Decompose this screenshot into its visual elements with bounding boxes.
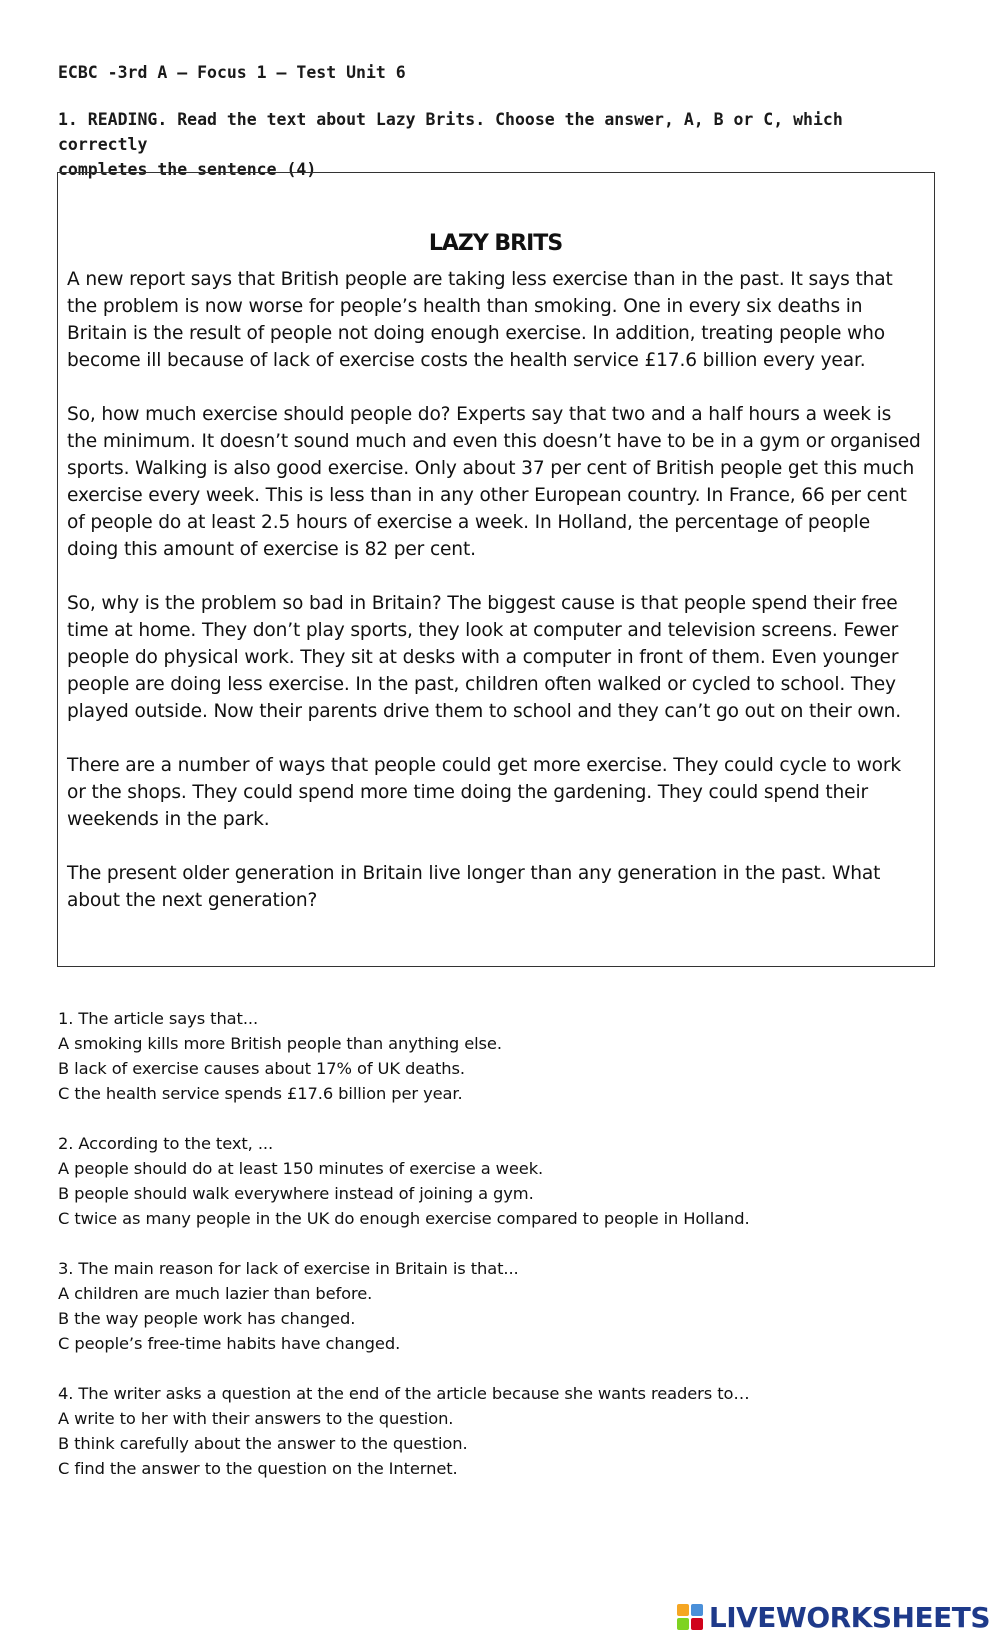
article-title: LAZY BRITS bbox=[428, 231, 563, 256]
logo-square bbox=[691, 1618, 703, 1630]
instruction-line: completes the sentence (4) bbox=[58, 160, 317, 179]
answer-option-c[interactable]: C find the answer to the question on the Internet. bbox=[58, 1459, 458, 1478]
answer-option-c[interactable]: C people’s free-time habits have changed. bbox=[58, 1334, 401, 1353]
question-stem: 1. The article says that... bbox=[58, 1009, 259, 1028]
answer-option-b[interactable]: B people should walk everywhere instead of joining a gym. bbox=[58, 1184, 534, 1203]
answer-option-a[interactable]: A people should do at least 150 minutes of exercise a week. bbox=[58, 1159, 544, 1178]
answer-option-c[interactable]: C the health service spends £17.6 billion per year. bbox=[58, 1084, 463, 1103]
instruction-line: 1. READING. Read the text about Lazy Brits. Choose the answer, A, B or C, which correctly bbox=[58, 110, 843, 154]
article-paragraph: So, how much exercise should people do? Experts say that two and a half hours a week is the minimum. It doesn’t sound much and even this doesn’t have to be in a gym or organised sports. Walking is also good exercise. Only about 37 per cent of British people get this much exercise every week. This is less than in any other European country. In France, 66 per cent of people do at least 2.5 hours of exercise a week. In Holland, the percentage of people doing this amount of exercise is 82 per cent. bbox=[67, 404, 921, 560]
answer-option-b[interactable]: B lack of exercise causes about 17% of UK deaths. bbox=[58, 1059, 465, 1078]
article-box bbox=[57, 172, 935, 967]
article-paragraph: The present older generation in Britain live longer than any generation in the past. What about the next generation? bbox=[67, 863, 881, 911]
liveworksheets-logo-icon bbox=[677, 1604, 703, 1630]
article-paragraph: A new report says that British people are taking less exercise than in the past. It says that the problem is now worse for people’s health than smoking. One in every six deaths in Britain is the result of people not doing enough exercise. In addition, treating people who become ill because of lack of exercise costs the health service £17.6 billion every year. bbox=[67, 269, 893, 371]
question-stem: 3. The main reason for lack of exercise in Britain is that... bbox=[58, 1259, 519, 1278]
worksheet-header bbox=[58, 60, 938, 182]
question-4 bbox=[58, 1381, 938, 1481]
answer-option-c[interactable]: C twice as many people in the UK do enough exercise compared to people in Holland. bbox=[58, 1209, 750, 1228]
logo-square bbox=[677, 1604, 689, 1616]
worksheet-title: ECBC -3rd A – Focus 1 – Test Unit 6 bbox=[58, 63, 406, 82]
liveworksheets-logo[interactable] bbox=[677, 1600, 990, 1634]
article-paragraph: So, why is the problem so bad in Britain? The biggest cause is that people spend their free time at home. They don’t play sports, they look at computer and television screens. Fewer people do physical work. They sit at desks with a computer in front of them. Even younger people are doing less exercise. In the past, children often walked or cycled to school. They played outside. Now their parents drive them to school and they can’t go out on their own. bbox=[67, 593, 902, 722]
reading-instructions bbox=[58, 107, 938, 182]
question-1 bbox=[58, 1006, 938, 1106]
answer-option-b[interactable]: B think carefully about the answer to the question. bbox=[58, 1434, 468, 1453]
logo-square bbox=[691, 1604, 703, 1616]
question-stem: 4. The writer asks a question at the end of the article because she wants readers to… bbox=[58, 1384, 750, 1403]
answer-option-b[interactable]: B the way people work has changed. bbox=[58, 1309, 356, 1328]
question-3 bbox=[58, 1256, 938, 1356]
question-2 bbox=[58, 1131, 938, 1231]
answer-option-a[interactable]: A children are much lazier than before. bbox=[58, 1284, 373, 1303]
questions-section bbox=[58, 1006, 938, 1506]
question-stem: 2. According to the text, ... bbox=[58, 1134, 274, 1153]
answer-option-a[interactable]: A write to her with their answers to the question. bbox=[58, 1409, 454, 1428]
logo-text: LIVEWORKSHEETS bbox=[708, 1600, 990, 1634]
logo-square bbox=[677, 1618, 689, 1630]
article-paragraph: There are a number of ways that people could get more exercise. They could cycle to work or the shops. They could spend more time doing the gardening. They could spend their weekends in the park. bbox=[67, 755, 902, 830]
answer-option-a[interactable]: A smoking kills more British people than anything else. bbox=[58, 1034, 502, 1053]
